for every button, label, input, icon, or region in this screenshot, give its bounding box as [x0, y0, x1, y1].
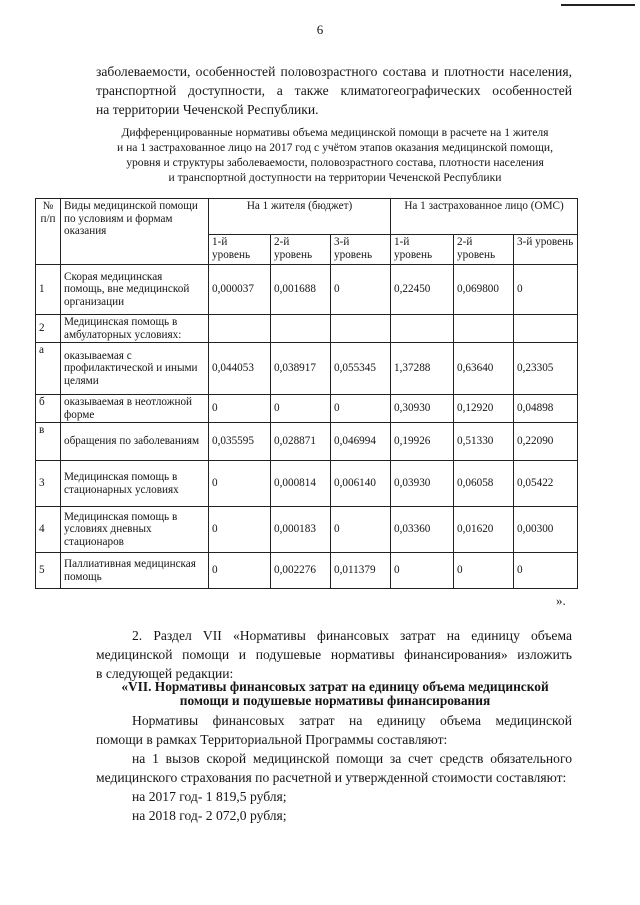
section-heading — [70, 680, 600, 708]
row-value: 0,00300 — [514, 507, 578, 553]
row-value: 0,006140 — [331, 461, 391, 507]
header-level: 1-й уровень — [209, 235, 271, 265]
intro-line: заболеваемости, особенностей половозрастного состава и плотности населения, — [96, 64, 572, 79]
section-paragraph — [96, 626, 572, 683]
page-number: 6 — [316, 22, 324, 37]
row-value: 0 — [209, 553, 271, 589]
intro-line: на территории Чеченской Республики. — [96, 102, 319, 117]
norms-table — [35, 198, 578, 589]
row-num: а — [36, 343, 61, 395]
header-level: 3-й уровень — [331, 235, 391, 265]
row-value: 0 — [209, 507, 271, 553]
row-value: 0,03930 — [391, 461, 454, 507]
row-value: 0,22090 — [514, 423, 578, 461]
row-value: 0 — [209, 461, 271, 507]
row-value: 0 — [331, 395, 391, 423]
row-num: в — [36, 423, 61, 461]
row-value: 0,22450 — [391, 265, 454, 315]
body-line: Нормативы финансовых затрат на единицу объема медицинской — [132, 713, 572, 728]
row-value: 0,000183 — [271, 507, 331, 553]
heading-line: помощи и подушевые нормативы финансирования — [179, 693, 491, 708]
row-value: 0 — [209, 395, 271, 423]
caption-line: и на 1 застрахованное лицо на 2017 год с учётом этапов оказания медицинской помощи, — [117, 141, 553, 154]
row-value: 0,03360 — [391, 507, 454, 553]
row-value: 0,000814 — [271, 461, 331, 507]
header-oms-group: На 1 застрахованное лицо (ОМС) — [391, 199, 578, 235]
row-num: 5 — [36, 553, 61, 589]
header-level: 2-й уровень — [454, 235, 514, 265]
caption-line: и транспортной доступности на территории Чеченской Республики — [168, 171, 502, 184]
row-value: 0,055345 — [331, 343, 391, 395]
row-value: 0,035595 — [209, 423, 271, 461]
intro-paragraph — [96, 62, 572, 119]
table-caption — [70, 125, 600, 185]
row-name: Скорая медицинская помощь, вне медицинской организации — [61, 265, 209, 315]
top-edge-mark — [561, 4, 635, 6]
header-num: № п/п — [36, 199, 61, 265]
row-value: 0,046994 — [331, 423, 391, 461]
header-budget-group: На 1 жителя (бюджет) — [209, 199, 391, 235]
row-name: Медицинская помощь в амбулаторных условиях: — [61, 315, 209, 343]
closing-quote-mark: ». — [556, 593, 566, 608]
table-row — [36, 265, 578, 315]
row-value: 0,23305 — [514, 343, 578, 395]
body-line: на 2017 год- 1 819,5 рубля; — [132, 789, 287, 804]
table-row — [36, 395, 578, 423]
row-value: 0,63640 — [454, 343, 514, 395]
header-kind: Виды медицинской помощи по условиям и формам оказания — [61, 199, 209, 265]
row-value: 0,04898 — [514, 395, 578, 423]
header-level: 2-й уровень — [271, 235, 331, 265]
section-line: в следующей редакции: — [96, 666, 234, 681]
row-value: 0,002276 — [271, 553, 331, 589]
body-line: помощи в рамках Территориальной Программы составляют: — [96, 732, 448, 747]
row-value: 0 — [271, 395, 331, 423]
section-line: медицинской помощи и подушевые нормативы финансирования» изложить — [96, 647, 572, 662]
row-value: 0,069800 — [454, 265, 514, 315]
row-value: 0,19926 — [391, 423, 454, 461]
row-value: 0,000037 — [209, 265, 271, 315]
table-row — [36, 461, 578, 507]
row-name: обращения по заболеваниям — [61, 423, 209, 461]
row-value — [271, 315, 331, 343]
row-name: Паллиативная медицинская помощь — [61, 553, 209, 589]
table-row — [36, 507, 578, 553]
row-value: 0 — [514, 553, 578, 589]
row-value: 0,028871 — [271, 423, 331, 461]
row-value: 0 — [331, 507, 391, 553]
row-value — [391, 315, 454, 343]
section-line: 2. Раздел VII «Нормативы финансовых затрат на единицу объема — [132, 628, 572, 643]
row-value: 0 — [391, 553, 454, 589]
row-value: 1,37288 — [391, 343, 454, 395]
row-value: 0 — [454, 553, 514, 589]
row-value — [454, 315, 514, 343]
header-level: 3-й уровень — [514, 235, 578, 265]
caption-line: уровня и структуры заболеваемости, половозрастного состава, плотности населения — [126, 156, 544, 169]
body-line: на 1 вызов скорой медицинской помощи за счет средств обязательного — [132, 751, 572, 766]
row-num: 4 — [36, 507, 61, 553]
table-row — [36, 343, 578, 395]
row-value: 0 — [514, 265, 578, 315]
row-num: б — [36, 395, 61, 423]
row-value: 0,30930 — [391, 395, 454, 423]
row-value — [331, 315, 391, 343]
heading-line: «VII. Нормативы финансовых затрат на единицу объема медицинской — [121, 679, 549, 694]
table-row — [36, 553, 578, 589]
row-num: 1 — [36, 265, 61, 315]
row-value: 0,044053 — [209, 343, 271, 395]
row-value: 0,001688 — [271, 265, 331, 315]
table-row — [36, 315, 578, 343]
table-row — [36, 423, 578, 461]
row-value — [209, 315, 271, 343]
row-name: оказываемая в неотложной форме — [61, 395, 209, 423]
row-name: Медицинская помощь в стационарных условиях — [61, 461, 209, 507]
row-value: 0,011379 — [331, 553, 391, 589]
row-value: 0,038917 — [271, 343, 331, 395]
row-value — [514, 315, 578, 343]
row-num: 2 — [36, 315, 61, 343]
row-value: 0,51330 — [454, 423, 514, 461]
row-name: Медицинская помощь в условиях дневных стационаров — [61, 507, 209, 553]
body-paragraph — [96, 711, 572, 825]
row-value: 0 — [331, 265, 391, 315]
row-value: 0,05422 — [514, 461, 578, 507]
row-name: оказываемая с профилактической и иными целями — [61, 343, 209, 395]
caption-line: Дифференцированные нормативы объема медицинской помощи в расчете на 1 жителя — [121, 126, 549, 139]
body-line: медицинского страхования по расчетной и утвержденной стоимости составляют: — [96, 770, 567, 785]
row-value: 0,06058 — [454, 461, 514, 507]
row-num: 3 — [36, 461, 61, 507]
row-value: 0,12920 — [454, 395, 514, 423]
row-value: 0,01620 — [454, 507, 514, 553]
table-header-row — [36, 199, 578, 235]
intro-line: транспортной доступности, а также климатогеографических особенностей — [96, 83, 572, 98]
header-level: 1-й уровень — [391, 235, 454, 265]
body-line: на 2018 год- 2 072,0 рубля; — [132, 808, 287, 823]
